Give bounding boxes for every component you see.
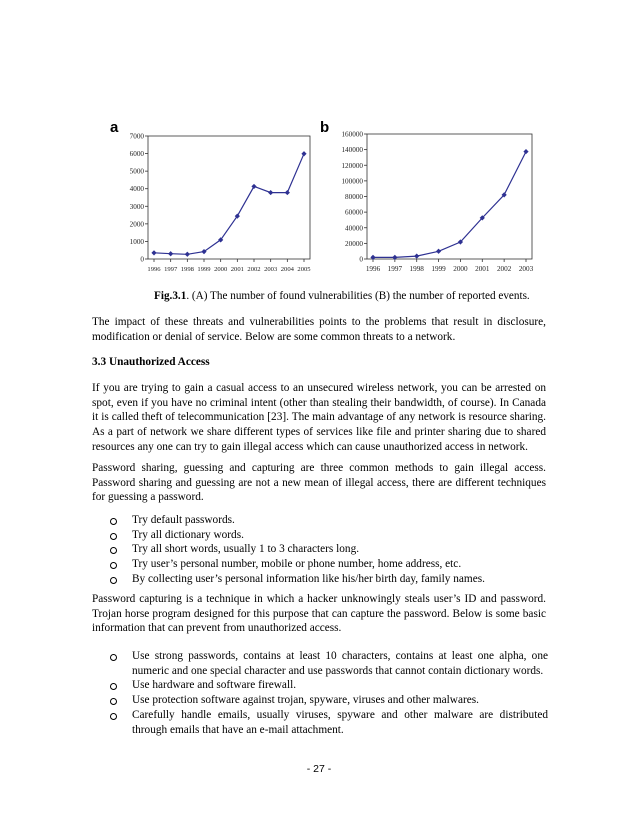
bullet-icon <box>110 577 117 584</box>
y-tick-label: 5000 <box>129 167 144 176</box>
series-line <box>373 152 526 258</box>
y-tick-label: 6000 <box>129 150 144 159</box>
bullet-icon <box>110 533 117 540</box>
chart-a <box>108 118 318 278</box>
data-point <box>523 149 528 154</box>
list-item <box>108 528 548 543</box>
y-tick-label: 100000 <box>341 177 363 186</box>
y-tick-label: 0 <box>359 255 363 264</box>
chart-frame <box>148 136 310 259</box>
list-item-text: Use strong passwords, contains at least 10 characters, contains at least one alpha, one numeric and one special character and use passwords that cannot contain dictionary words. <box>132 650 548 677</box>
x-tick-label: 2001 <box>230 266 244 273</box>
x-tick-label: 1997 <box>387 265 403 273</box>
bullet-icon <box>110 562 117 569</box>
list-item-text: Try all dictionary words. <box>132 528 244 541</box>
x-tick-label: 1998 <box>409 265 424 273</box>
list-item <box>108 693 548 708</box>
y-tick-label: 40000 <box>345 224 363 233</box>
y-tick-label: 1000 <box>129 237 144 246</box>
bullet-icon <box>110 547 117 554</box>
x-tick-label: 2000 <box>453 265 468 273</box>
chart-b-svg <box>318 118 540 278</box>
list-item-text: Use hardware and software firewall. <box>132 679 297 692</box>
data-point <box>436 249 441 254</box>
y-tick-label: 20000 <box>345 239 363 248</box>
paragraph-2: Password sharing, guessing and capturing are three common methods to gain illegal access. Password sharing and guessing are not a new mean of illegal access, there are different techniques for guessing a password. <box>92 462 546 504</box>
intro-paragraph: The impact of these threats and vulnerabilities points to the problems that result in disclosure, modification or denial of service. Below are some common threats to a network. <box>92 316 546 343</box>
x-tick-label: 1999 <box>431 265 446 273</box>
x-tick-label: 2002 <box>496 265 512 273</box>
chart-b <box>318 118 540 278</box>
figure-label: Fig.3.1 <box>154 290 187 302</box>
data-point <box>414 254 419 259</box>
list-item-text: Use protection software against trojan, spyware, viruses and other malwares. <box>132 694 479 707</box>
y-tick-label: 160000 <box>341 130 363 139</box>
data-point <box>168 251 173 256</box>
x-tick-label: 2004 <box>280 266 294 273</box>
y-tick-label: 0 <box>140 255 144 264</box>
y-tick-label: 120000 <box>341 161 363 170</box>
y-tick-label: 3000 <box>129 202 144 211</box>
y-tick-label: 80000 <box>345 193 363 201</box>
data-point <box>251 184 256 189</box>
section-heading: 3.3 Unauthorized Access <box>92 356 210 368</box>
chart-panel-label: b <box>320 119 330 136</box>
x-tick-label: 2001 <box>475 265 490 273</box>
list-item <box>108 708 548 737</box>
data-point <box>151 250 156 255</box>
paragraph-1: If you are trying to gain a casual access to an unsecured wireless network, you can be arrested on spot, even if you have no criminal intent (other than stealing their bandwidth, of course). In Canada it is called theft of telecommunication [23]. The main advantage of any network is resource sharing. As a part of network we share different types of services like file and printer sharing due to shared resources any one can try to gain illegal access which can cause unauthorized access in network. <box>92 382 546 453</box>
x-tick-label: 1999 <box>197 266 211 273</box>
list-item <box>108 513 548 528</box>
list-item <box>108 649 548 678</box>
bullet-icon <box>110 654 117 661</box>
list-item <box>108 678 548 693</box>
y-tick-label: 4000 <box>129 185 144 194</box>
x-tick-label: 1998 <box>180 266 194 273</box>
chart-panel-label: a <box>110 119 119 136</box>
y-tick-label: 60000 <box>345 208 363 217</box>
x-tick-label: 1996 <box>147 266 161 273</box>
figure-caption-text: . (A) The number of found vulnerabilities (B) the number of reported events. <box>186 290 530 302</box>
chart-a-svg <box>108 118 318 278</box>
bullet-icon <box>110 713 117 720</box>
prevention-list <box>108 649 548 737</box>
y-tick-label: 7000 <box>129 132 144 141</box>
page-number: - 27 - <box>306 763 332 775</box>
y-tick-label: 2000 <box>129 220 144 229</box>
x-tick-label: 2005 <box>297 266 311 273</box>
y-tick-label: 140000 <box>341 146 363 155</box>
list-item-text: Try all short words, usually 1 to 3 characters long. <box>132 543 360 556</box>
chart-frame <box>367 134 532 259</box>
list-item <box>108 557 548 572</box>
x-tick-label: 1996 <box>365 265 381 273</box>
list-item-text: Try default passwords. <box>132 514 235 526</box>
data-point <box>185 252 190 257</box>
bullet-icon <box>110 698 117 705</box>
x-tick-label: 2003 <box>264 266 278 273</box>
paragraph-3: Password capturing is a technique in which a hacker unknowingly steals user’s ID and password. Trojan horse program designed for this purpose that can capture the password. Below is some basic information that can prevent from unauthorized access. <box>92 593 546 635</box>
x-tick-label: 2000 <box>214 266 228 273</box>
data-point <box>285 190 290 195</box>
guessing-techniques-list <box>108 513 548 587</box>
x-tick-label: 1997 <box>164 266 178 273</box>
bullet-icon <box>110 683 117 690</box>
x-tick-label: 2003 <box>518 265 534 273</box>
series-line <box>154 154 304 255</box>
data-point <box>268 190 273 195</box>
list-item <box>108 542 548 557</box>
bullet-icon <box>110 518 117 525</box>
list-item-text: By collecting user’s personal information like his/her birth day, family names. <box>132 572 485 585</box>
list-item <box>108 572 548 587</box>
figure-caption <box>154 290 554 302</box>
list-item-text: Try user’s personal number, mobile or phone number, home address, etc. <box>132 558 462 571</box>
list-item-text: Carefully handle emails, usually viruses, spyware and other malware are distributed through emails that have an e-mail attachment. <box>132 708 548 736</box>
data-point <box>301 151 306 156</box>
x-tick-label: 2002 <box>247 266 261 273</box>
